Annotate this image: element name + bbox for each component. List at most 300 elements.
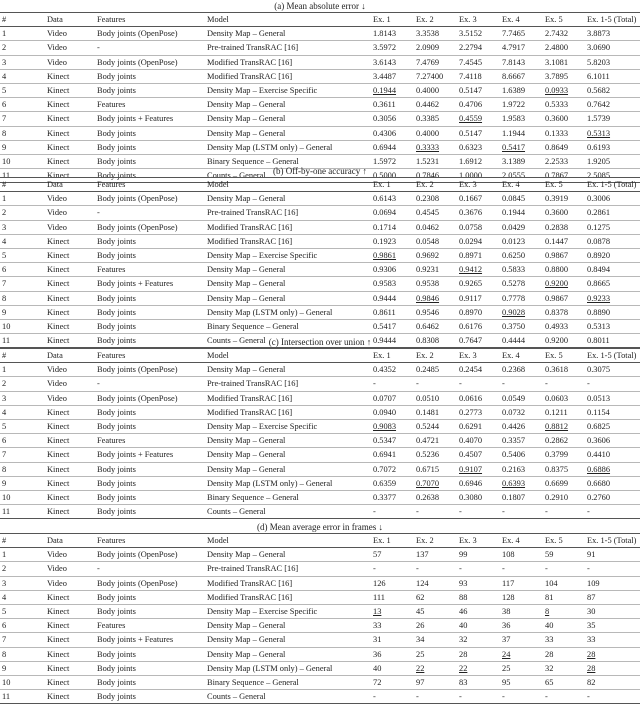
column-header: Data [45,13,95,27]
cell-features: Body joints [95,675,205,689]
table-row [0,576,640,590]
table-row [0,263,640,277]
cell-model: Counts – General [205,169,371,183]
cell-value: 0.6825 [585,419,640,433]
cell-value: 8.6667 [500,69,543,83]
cell-value: 0.1944 [500,206,543,220]
cell-model: Density Map (LSTM only) – General [205,661,371,675]
table-row [0,590,640,604]
cell-value: 0.6941 [371,448,414,462]
cell-value: 0.3676 [457,206,500,220]
column-header: Ex. 4 [500,178,543,192]
cell-value: - [457,377,500,391]
cell-value: 33 [585,633,640,647]
cell-value: 97 [414,675,457,689]
table-caption: (d) Mean average error in frames ↓ [257,522,383,532]
cell-data: Kinect [45,462,95,476]
cell-value: 0.8494 [585,263,640,277]
table-row [0,419,640,433]
table-row [0,562,640,576]
cell-value: 0.3075 [585,363,640,377]
cell-value: 3.7895 [543,69,585,83]
cell-value: 3.8873 [585,27,640,41]
cell-features: Body joints (OpenPose) [95,391,205,405]
cell-value: 7.4118 [457,69,500,83]
cell-value: 35 [585,619,640,633]
cell-value: 1.8143 [371,27,414,41]
cell-value: 2.2533 [543,154,585,168]
cell-data: Kinect [45,476,95,490]
cell-features: Body joints [95,248,205,262]
table-row [0,55,640,69]
column-header: Ex. 1 [371,534,414,548]
cell-data: Kinect [45,83,95,97]
cell-n: 2 [0,41,45,55]
column-header: Ex. 3 [457,178,500,192]
column-header: Ex. 3 [457,349,500,363]
cell-n: 8 [0,647,45,661]
cell-data: Kinect [45,448,95,462]
cell-n: 1 [0,192,45,206]
cell-value: 104 [543,576,585,590]
cell-value: 126 [371,576,414,590]
table-row [0,690,640,704]
cell-value: 0.3919 [543,192,585,206]
cell-value: 3.5152 [457,27,500,41]
cell-features: Body joints [95,69,205,83]
cell-data: Kinect [45,319,95,333]
cell-value: 0.0462 [414,220,457,234]
cell-features: - [95,206,205,220]
cell-value: 0.9231 [414,263,457,277]
cell-model: Density Map – Exercise Specific [205,419,371,433]
cell-value: - [371,505,414,519]
cell-features: Body joints [95,590,205,604]
cell-value: 0.4426 [500,419,543,433]
cell-features: Body joints [95,234,205,248]
off-by-one-accuracy-section [0,165,640,348]
cell-value: - [585,377,640,391]
column-header: Ex. 5 [543,349,585,363]
cell-value: 0.3611 [371,98,414,112]
cell-value: 0.0845 [500,192,543,206]
cell-value: 0.1333 [543,126,585,140]
cell-value: 0.3357 [500,434,543,448]
cell-model: Density Map – General [205,363,371,377]
column-header: Features [95,13,205,27]
cell-data: Video [45,548,95,562]
cell-n: 7 [0,448,45,462]
cell-value: 0.5682 [585,83,640,97]
cell-value: 2.4800 [543,41,585,55]
cell-features: Body joints [95,419,205,433]
cell-value: 2.2794 [457,41,500,55]
cell-value: 0.4706 [457,98,500,112]
cell-value: 7.4769 [414,55,457,69]
cell-model: Density Map – General [205,448,371,462]
cell-value: 0.9846 [414,291,457,305]
column-header: # [0,178,45,192]
column-header: Ex. 2 [414,178,457,192]
cell-value: 0.5347 [371,434,414,448]
cell-n: 7 [0,277,45,291]
cell-value: 0.1275 [585,220,640,234]
cell-model: Density Map – General [205,112,371,126]
cell-features: Body joints [95,140,205,154]
table-row [0,220,640,234]
cell-value: 28 [585,647,640,661]
mean-absolute-error-section [0,0,640,183]
mean-average-error-frames-section [0,521,640,704]
cell-features: - [95,377,205,391]
cell-value: 0.6359 [371,476,414,490]
cell-value: 0.4306 [371,126,414,140]
cell-value: 7.7465 [500,27,543,41]
cell-value: 0.2862 [543,434,585,448]
cell-value: 0.0549 [500,391,543,405]
table-row [0,363,640,377]
cell-n: 3 [0,576,45,590]
cell-features: Body joints [95,126,205,140]
cell-value: 0.8970 [457,305,500,319]
column-header: Model [205,178,371,192]
cell-features: - [95,41,205,55]
cell-value: 95 [500,675,543,689]
cell-data: Video [45,391,95,405]
table-row [0,112,640,126]
mean-average-error-frames-table [0,533,640,704]
cell-model: Pre-trained TransRAC [16] [205,562,371,576]
cell-value: 4.7917 [500,41,543,55]
cell-value: 0.1667 [457,192,500,206]
cell-value: 0.4559 [457,112,500,126]
cell-value: 0.5147 [457,126,500,140]
cell-model: Modified TransRAC [16] [205,576,371,590]
table-row [0,490,640,504]
cell-value: 1.0000 [457,169,500,183]
column-header: # [0,13,45,27]
cell-value: 117 [500,576,543,590]
cell-features: Body joints [95,154,205,168]
column-header: Model [205,13,371,27]
cell-model: Density Map – General [205,192,371,206]
cell-model: Counts – General [205,334,371,348]
cell-value: 0.7778 [500,291,543,305]
cell-value: 0.0616 [457,391,500,405]
cell-value: 93 [457,576,500,590]
cell-value: 0.2368 [500,363,543,377]
cell-value: 91 [585,548,640,562]
column-header: Ex. 4 [500,534,543,548]
cell-model: Pre-trained TransRAC [16] [205,41,371,55]
cell-data: Kinect [45,675,95,689]
cell-n: 2 [0,562,45,576]
cell-value: 0.2910 [543,490,585,504]
cell-value: 0.6143 [371,192,414,206]
cell-value: 0.6323 [457,140,500,154]
cell-value: 0.5406 [500,448,543,462]
table-row [0,675,640,689]
cell-features: Body joints + Features [95,448,205,462]
table-row [0,647,640,661]
cell-n: 11 [0,334,45,348]
cell-value: 0.6193 [585,140,640,154]
cell-features: Body joints [95,490,205,504]
table-row [0,248,640,262]
cell-value: 0.8890 [585,305,640,319]
column-header: # [0,349,45,363]
cell-data: Kinect [45,334,95,348]
cell-features: Body joints (OpenPose) [95,27,205,41]
table-row [0,98,640,112]
cell-value: - [414,690,457,704]
cell-model: Density Map – General [205,619,371,633]
cell-value: 0.4507 [457,448,500,462]
header-row [0,178,640,192]
cell-value: - [371,562,414,576]
cell-value: 0.6176 [457,319,500,333]
cell-value: 45 [414,604,457,618]
cell-value: 0.4000 [414,126,457,140]
cell-value: 0.9583 [371,277,414,291]
cell-features: Body joints [95,661,205,675]
cell-value: 0.1211 [543,405,585,419]
cell-model: Density Map – Exercise Specific [205,83,371,97]
cell-data: Video [45,220,95,234]
column-header: Ex. 1-5 (Total) [585,178,640,192]
cell-value: 0.8375 [543,462,585,476]
cell-features: Body joints (OpenPose) [95,363,205,377]
cell-value: 0.1923 [371,234,414,248]
cell-model: Density Map – General [205,548,371,562]
cell-model: Density Map – General [205,647,371,661]
cell-value: 0.2308 [414,192,457,206]
cell-value: 82 [585,675,640,689]
cell-model: Density Map – General [205,263,371,277]
cell-data: Video [45,55,95,69]
cell-features: Body joints [95,462,205,476]
cell-value: 0.4462 [414,98,457,112]
cell-n: 6 [0,98,45,112]
cell-value: 0.2760 [585,490,640,504]
cell-data: Video [45,562,95,576]
table-row [0,69,640,83]
table-row [0,548,640,562]
cell-features: Body joints [95,505,205,519]
cell-data: Kinect [45,647,95,661]
cell-value: 1.5231 [414,154,457,168]
cell-value: 40 [457,619,500,633]
column-header: Ex. 1-5 (Total) [585,534,640,548]
cell-features: Body joints [95,291,205,305]
header-row [0,534,640,548]
cell-value: 1.9205 [585,154,640,168]
cell-value: 36 [371,647,414,661]
cell-value: 6.1011 [585,69,640,83]
cell-value: 0.3606 [585,434,640,448]
cell-value: 0.5236 [414,448,457,462]
cell-value: 31 [371,633,414,647]
cell-value: 0.0732 [500,405,543,419]
cell-model: Modified TransRAC [16] [205,69,371,83]
cell-features: Features [95,263,205,277]
cell-value: 0.6944 [371,140,414,154]
cell-value: 7.8143 [500,55,543,69]
cell-model: Pre-trained TransRAC [16] [205,377,371,391]
cell-data: Kinect [45,291,95,305]
cell-n: 9 [0,140,45,154]
cell-value: 0.4444 [500,334,543,348]
cell-model: Density Map (LSTM only) – General [205,476,371,490]
cell-value: 40 [371,661,414,675]
cell-features: - [95,562,205,576]
cell-n: 4 [0,405,45,419]
table-row [0,126,640,140]
cell-value: 0.9107 [457,462,500,476]
table-row [0,41,640,55]
cell-value: 0.5147 [457,83,500,97]
cell-value: - [585,690,640,704]
cell-n: 2 [0,206,45,220]
column-header: Ex. 4 [500,349,543,363]
cell-model: Density Map – General [205,27,371,41]
cell-value: 0.2485 [414,363,457,377]
column-header: Ex. 1 [371,178,414,192]
column-header: Ex. 1 [371,349,414,363]
cell-value: 0.5244 [414,419,457,433]
cell-data: Kinect [45,154,95,168]
cell-model: Density Map – Exercise Specific [205,248,371,262]
cell-value: 0.5417 [371,319,414,333]
cell-model: Binary Sequence – General [205,319,371,333]
cell-n: 3 [0,220,45,234]
cell-value: 3.4487 [371,69,414,83]
cell-model: Density Map – General [205,291,371,305]
table-caption: (b) Off-by-one accuracy ↑ [272,166,368,176]
table-row [0,319,640,333]
cell-data: Video [45,41,95,55]
cell-features: Features [95,434,205,448]
cell-value: 34 [414,633,457,647]
table-caption: (c) Intersection over union ↑ [268,337,372,347]
cell-value: 24 [500,647,543,661]
cell-value: 83 [457,675,500,689]
cell-value: - [414,505,457,519]
cell-value: 124 [414,576,457,590]
cell-features: Body joints [95,690,205,704]
table-row [0,462,640,476]
cell-n: 10 [0,319,45,333]
cell-value: 28 [457,647,500,661]
cell-value: 0.8800 [543,263,585,277]
cell-value: 0.9538 [414,277,457,291]
cell-data: Kinect [45,490,95,504]
cell-value: 0.6680 [585,476,640,490]
column-header: Ex. 1-5 (Total) [585,13,640,27]
cell-model: Density Map – General [205,462,371,476]
table-caption: (a) Mean absolute error ↓ [274,1,366,11]
cell-value: 0.8378 [543,305,585,319]
cell-value: - [543,690,585,704]
cell-value: 2.0909 [414,41,457,55]
table-row [0,604,640,618]
cell-value: 38 [500,604,543,618]
cell-value: 0.9028 [500,305,543,319]
cell-n: 5 [0,604,45,618]
cell-value: 0.8812 [543,419,585,433]
cell-model: Counts – General [205,505,371,519]
cell-value: 0.3377 [371,490,414,504]
cell-value: 0.9444 [371,291,414,305]
table-row [0,234,640,248]
column-header: Ex. 5 [543,13,585,27]
table-row [0,661,640,675]
cell-model: Modified TransRAC [16] [205,234,371,248]
cell-model: Binary Sequence – General [205,490,371,504]
cell-value: 0.5833 [500,263,543,277]
cell-value: - [414,562,457,576]
cell-value: 1.1944 [500,126,543,140]
cell-value: - [371,377,414,391]
table-row [0,619,640,633]
cell-value: 59 [543,548,585,562]
column-header: # [0,534,45,548]
cell-n: 3 [0,55,45,69]
cell-value: - [457,690,500,704]
cell-value: 108 [500,548,543,562]
cell-value: 0.9861 [371,248,414,262]
cell-value: 0.2861 [585,206,640,220]
cell-value: 0.2454 [457,363,500,377]
cell-data: Kinect [45,263,95,277]
cell-value: 0.9867 [543,291,585,305]
cell-value: 0.9200 [543,277,585,291]
cell-model: Counts – General [205,690,371,704]
cell-value: 0.9233 [585,291,640,305]
cell-value: - [500,690,543,704]
cell-n: 6 [0,619,45,633]
column-header: Ex. 2 [414,349,457,363]
cell-value: 0.0707 [371,391,414,405]
cell-model: Density Map (LSTM only) – General [205,305,371,319]
table-row [0,505,640,519]
cell-value: 0.9117 [457,291,500,305]
table-row [0,476,640,490]
cell-data: Kinect [45,305,95,319]
cell-value: 0.0758 [457,220,500,234]
cell-value: 0.3080 [457,490,500,504]
cell-n: 4 [0,234,45,248]
cell-n: 11 [0,690,45,704]
cell-data: Kinect [45,590,95,604]
cell-value: 88 [457,590,500,604]
cell-value: 0.8920 [585,248,640,262]
cell-value: 25 [500,661,543,675]
cell-value: 3.1081 [543,55,585,69]
cell-value: 0.6699 [543,476,585,490]
column-header: Model [205,534,371,548]
cell-value: 0.4352 [371,363,414,377]
table-row [0,83,640,97]
cell-value: 0.5000 [371,169,414,183]
cell-value: 81 [543,590,585,604]
cell-data: Kinect [45,98,95,112]
cell-model: Density Map – General [205,98,371,112]
cell-value: 57 [371,548,414,562]
cell-value: 0.3333 [414,140,457,154]
cell-features: Body joints + Features [95,277,205,291]
cell-data: Video [45,377,95,391]
